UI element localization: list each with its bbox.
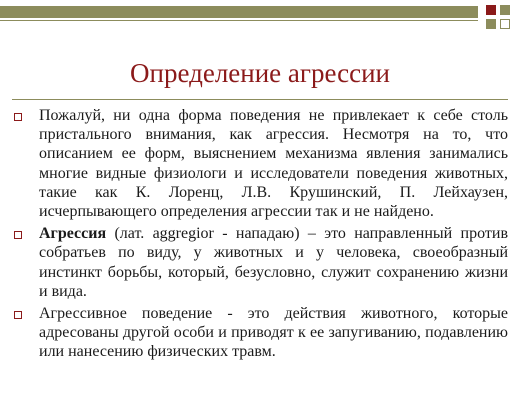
- header-rule: [0, 20, 478, 21]
- corner-square-olive: [500, 5, 510, 15]
- list-item: [14, 304, 508, 362]
- bullet-list: [14, 106, 508, 365]
- bullet-text-body: Агрессивное поведение - это действия животного, которые адресованы другой особи и приводят к ее запугиванию, подавлению или нанесению физических травм.: [39, 305, 508, 361]
- bullet-text: [39, 106, 508, 221]
- corner-square-red: [486, 5, 496, 15]
- bullet-text: [39, 224, 508, 301]
- title-divider: [12, 99, 508, 100]
- bullet-term: Агрессия: [39, 225, 107, 243]
- list-item: [14, 106, 508, 221]
- corner-square-outline: [500, 19, 510, 29]
- square-bullet-icon: [14, 113, 22, 121]
- decorative-header-bar: [0, 0, 520, 38]
- square-bullet-icon: [14, 311, 22, 319]
- header-band: [0, 6, 478, 18]
- bullet-text-body: (лат. aggregior - нападаю) – это направленный против собратьев по виду, у животных и у человека, своеобразный инстинкт борьбы, который, безусловно, служит сохранению жизни и вида.: [39, 225, 508, 300]
- bullet-text-body: Пожалуй, ни одна форма поведения не привлекает к себе столь пристального внимания, как агрессия. Несмотря на то, что описанием ее форм, выяснением механизма явления занимались многие видные физиологи и исследователи поведения животных, такие как К. Лоренц, Л.В. Крушинский, П. Лейхаузен, исчерпывающего определения агрессии так и не найдено.: [39, 107, 508, 221]
- slide-title: Определение агрессии: [130, 58, 390, 88]
- list-item: [14, 224, 508, 301]
- corner-square-olive: [486, 19, 496, 29]
- square-bullet-icon: [14, 231, 22, 239]
- bullet-text: [39, 304, 508, 362]
